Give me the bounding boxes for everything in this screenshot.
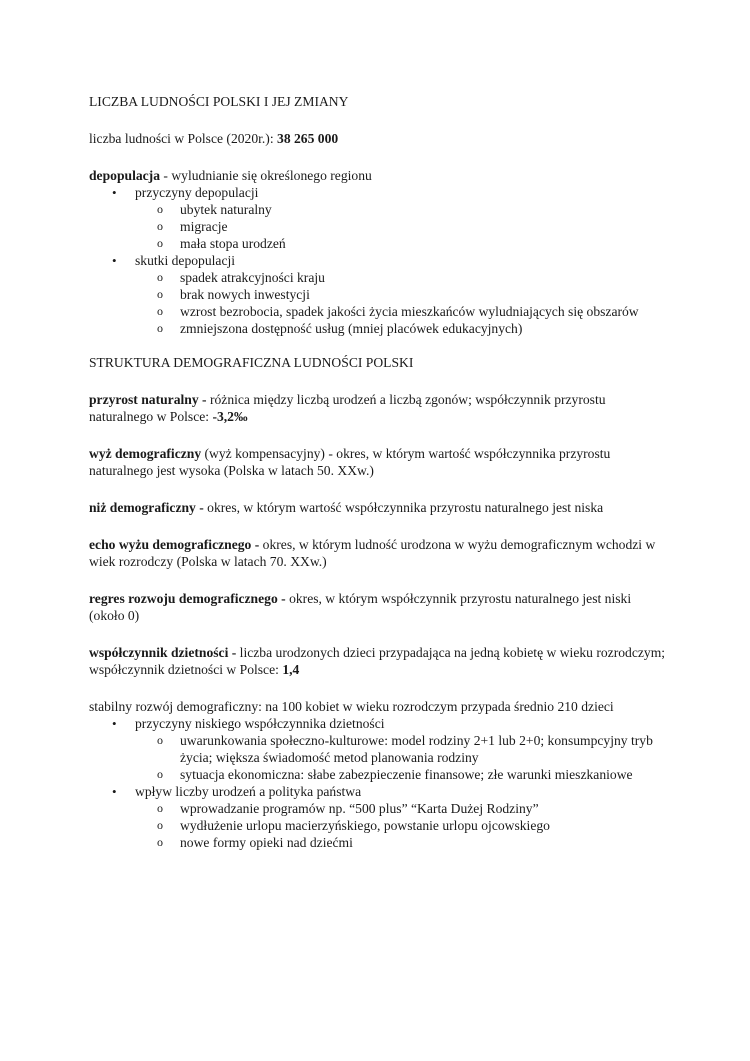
definition-dzietnosc [89, 644, 669, 678]
sublist [135, 201, 669, 252]
przyrost-value: -3,2‰ [212, 409, 248, 424]
definition-text: liczba urodzonych dzieci przypadająca na jedną kobietę w wieku rozrodczym; współczynnik dzietności w Polsce: [89, 645, 666, 677]
depopulation-list [89, 184, 669, 337]
bullet-icon: • [112, 784, 117, 799]
definition-term: regres rozwoju demograficznego - [89, 591, 286, 606]
list-item-text: wydłużenie urlopu macierzyńskiego, powstanie urlopu ojcowskiego [180, 818, 550, 833]
sublist [135, 732, 669, 783]
definition-text: okres, w którym ludność urodzona w wyżu demograficznym wchodzi w wiek rozrodczy (Polska w latach 70. XXw.) [89, 537, 656, 569]
definition-term: wyż demograficzny [89, 446, 202, 461]
list-item-text: ubytek naturalny [180, 202, 272, 217]
circle-bullet-icon: o [157, 236, 163, 250]
section-title-structure: STRUKTURA DEMOGRAFICZNA LUDNOŚCI POLSKI [89, 355, 414, 370]
list-item [135, 817, 669, 834]
definition-text: okres, w którym współczynnik przyrostu naturalnego jest niski (około 0) [89, 591, 632, 623]
list-item [135, 269, 669, 286]
list-item [89, 252, 669, 337]
depopulation-definition [89, 167, 669, 184]
population-label: liczba ludności w Polsce (2020r.): [89, 131, 278, 146]
document-page [89, 93, 669, 851]
list-item-label: wpływ liczby urodzeń a polityka państwa [135, 784, 362, 799]
list-item-text: wprowadzanie programów np. “500 plus” “Karta Dużej Rodziny” [180, 801, 539, 816]
list-item [89, 783, 669, 851]
bullet-icon: • [112, 185, 117, 200]
section-title-population: LICZBA LUDNOŚCI POLSKI I JEJ ZMIANY [89, 94, 349, 109]
list-item [135, 235, 669, 252]
bullet-icon: • [112, 253, 117, 268]
list-item-label: skutki depopulacji [135, 253, 236, 268]
definition-wyz [89, 445, 669, 479]
depopulation-term: depopulacja [89, 168, 161, 183]
circle-bullet-icon: o [157, 219, 163, 233]
stable-development: stabilny rozwój demograficzny: na 100 kobiet w wieku rozrodczym przypada średnio 210 dzieci [89, 699, 614, 714]
list-item-text: mała stopa urodzeń [180, 236, 286, 251]
list-item-text: sytuacja ekonomiczna: słabe zabezpieczenie finansowe; złe warunki mieszkaniowe [180, 767, 633, 782]
list-item [89, 184, 669, 252]
list-item [135, 303, 669, 320]
definition-echo [89, 536, 669, 570]
fertility-list [89, 715, 669, 851]
dzietnosc-value: 1,4 [282, 662, 300, 677]
circle-bullet-icon: o [157, 733, 163, 747]
sublist [135, 800, 669, 851]
definition-niz [89, 499, 669, 516]
circle-bullet-icon: o [157, 321, 163, 335]
definition-text: (wyż kompensacyjny) - okres, w którym wartość współczynnika przyrostu naturalnego jest wysoka (Polska w latach 50. XXw.) [89, 446, 611, 478]
circle-bullet-icon: o [157, 835, 163, 849]
population-value: 38 265 000 [277, 131, 339, 146]
population-line [89, 130, 669, 147]
definition-regres [89, 590, 669, 624]
list-item [135, 218, 669, 235]
bullet-icon: • [112, 716, 117, 731]
list-item-label: przyczyny depopulacji [135, 185, 259, 200]
definition-term: niż demograficzny - [89, 500, 204, 515]
circle-bullet-icon: o [157, 304, 163, 318]
list-item [135, 320, 669, 337]
list-item [135, 286, 669, 303]
circle-bullet-icon: o [157, 767, 163, 781]
circle-bullet-icon: o [157, 801, 163, 815]
list-item-label: przyczyny niskiego współczynnika dzietności [135, 716, 385, 731]
circle-bullet-icon: o [157, 287, 163, 301]
definition-text: różnica między liczbą urodzeń a liczbą zgonów; współczynnik przyrostu naturalnego w Polsce: [89, 392, 606, 424]
circle-bullet-icon: o [157, 270, 163, 284]
list-item [135, 201, 669, 218]
list-item-text: brak nowych inwestycji [180, 287, 310, 302]
definition-text: okres, w którym wartość współczynnika przyrostu naturalnego jest niska [203, 500, 604, 515]
definition-term: echo wyżu demograficznego - [89, 537, 260, 552]
definition-term: współczynnik dzietności - [89, 645, 237, 660]
circle-bullet-icon: o [157, 202, 163, 216]
definition-term: przyrost naturalny - [89, 392, 207, 407]
list-item-text: zmniejszona dostępność usług (mniej placówek edukacyjnych) [180, 321, 523, 336]
list-item-text: spadek atrakcyjności kraju [180, 270, 325, 285]
list-item-text: wzrost bezrobocia, spadek jakości życia mieszkańców wyludniających się obszarów [180, 304, 639, 319]
list-item [135, 732, 669, 766]
list-item [135, 766, 669, 783]
list-item-text: uwarunkowania społeczno-kulturowe: model rodziny 2+1 lub 2+0; konsumpcyjny tryb życia; większa świadomość metod planowania rodziny [180, 733, 653, 765]
list-item-text: nowe formy opieki nad dziećmi [180, 835, 353, 850]
list-item [135, 800, 669, 817]
list-item [135, 834, 669, 851]
circle-bullet-icon: o [157, 818, 163, 832]
definition-przyrost [89, 391, 669, 425]
list-item-text: migracje [180, 219, 228, 234]
list-item [89, 715, 669, 783]
depopulation-text: - wyludnianie się określonego regionu [160, 168, 372, 183]
sublist [135, 269, 669, 337]
